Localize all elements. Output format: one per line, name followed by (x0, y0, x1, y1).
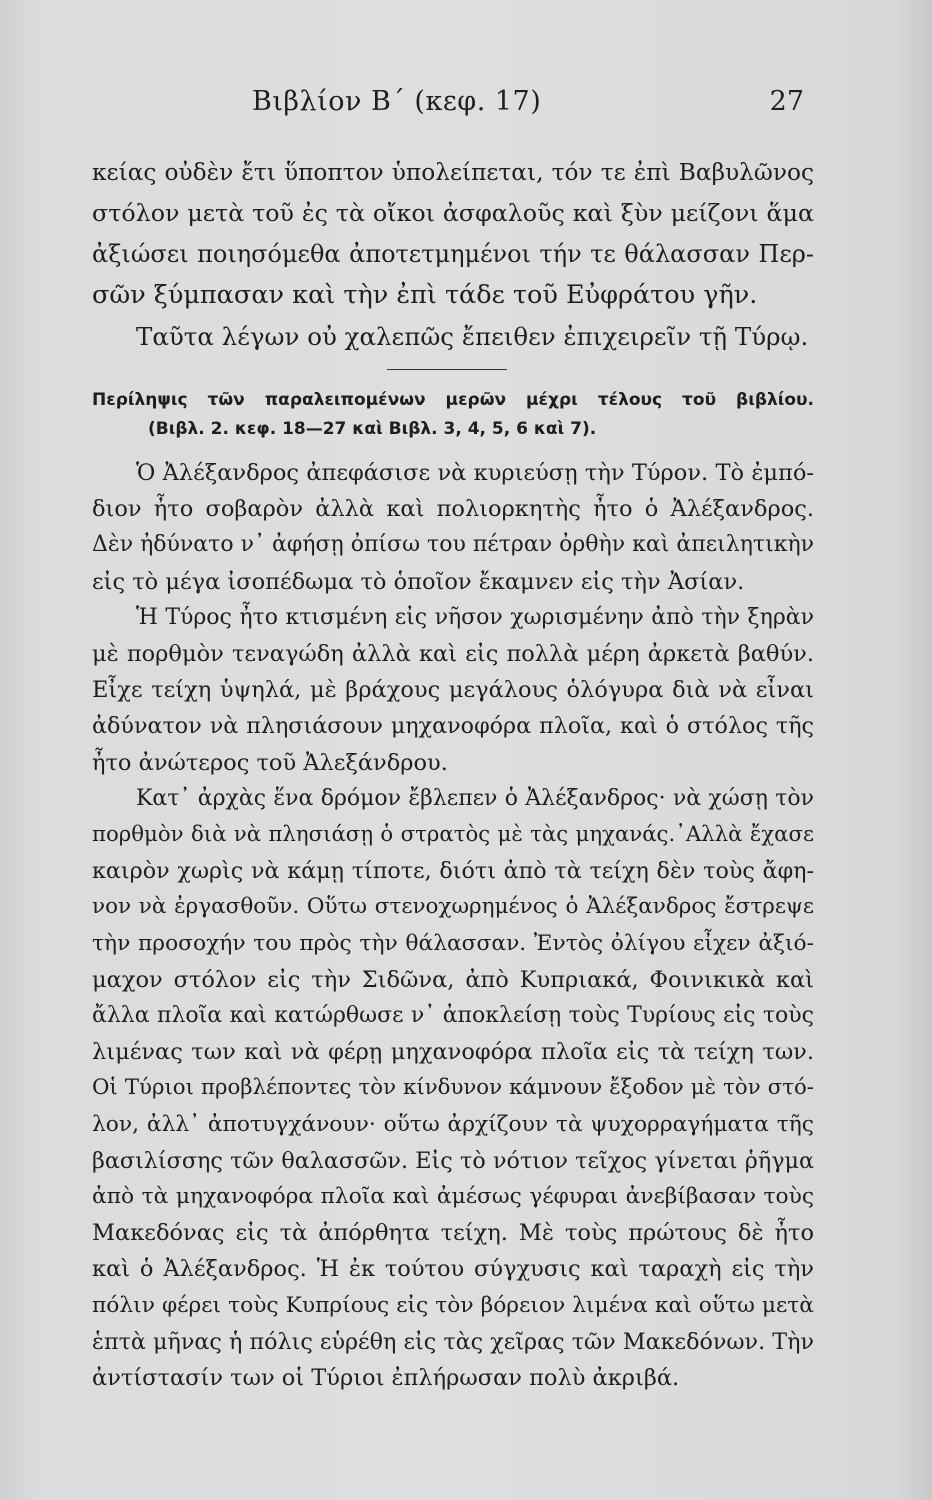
text-line: Ταῦτα λέγων οὐ χαλεπῶς ἔπειθεν ἐπιχειρεῖν τῇ Τύρῳ. (136, 322, 809, 351)
page-header (92, 86, 804, 126)
text-line: καὶ ὁ Ἀλέξανδρος. Ἡ ἐκ τούτου σύγχυσις καὶ ταραχὴ εἰς τὴν (92, 1256, 814, 1283)
text-line: μὲ πορθμὸν τεναγώδη ἀλλὰ καὶ εἰς πολλὰ μέρη ἀρκετὰ βαθύν. (92, 641, 814, 668)
text-line: τὴν προσοχήν του πρὸς τὴν θάλασσαν. Ἐντὸς ὀλίγου εἶχεν ἀξιό- (92, 930, 814, 956)
text-line: νον νὰ ἐργασθοῦν. Οὕτω στενοχωρημένος ὁ Ἀλέξανδρος ἔστρεψε (92, 894, 814, 920)
ancient-greek-passage (92, 152, 814, 357)
text-line: Δὲν ἠδύνατο ν᾽ ἀφήσῃ ὀπίσω του πέτραν ὀρθὴν καὶ ἀπειλητικὴν (92, 532, 814, 558)
text-line: ἦτο ἀνώτερος τοῦ Ἀλεξάνδρου. (92, 749, 448, 776)
text-line: ἀπὸ τὰ μηχανοφόρα πλοῖα καὶ ἀμέσως γέφυραι ἀνεβίβασαν τοὺς (92, 1184, 814, 1210)
section-divider (387, 369, 507, 370)
text-line: λιμένας των καὶ νὰ φέρῃ μηχανοφόρα πλοῖα εἰς τὰ τείχη των. (92, 1039, 814, 1066)
text-line: Ὁ Ἀλέξανδρος ἀπεφάσισε νὰ κυριεύσῃ τὴν Τύρον. Τὸ ἐμπό- (136, 460, 814, 486)
text-line: ἑπτὰ μῆνας ἡ πόλις εὑρέθη εἰς τὰς χεῖρας τῶν Μακεδόνων. Τὴν (92, 1328, 814, 1355)
text-line: ἄλλα πλοῖα καὶ κατώρθωσε ν᾽ ἀποκλείσῃ τοὺς Τυρίους εἰς τοὺς (92, 1003, 814, 1029)
text-line: ἀδύνατον νὰ πλησιάσουν μηχανοφόρα πλοῖα, καὶ ὁ στόλος τῆς (92, 713, 814, 740)
text-line: ἀντίστασίν των οἱ Τύριοι ἐπλήρωσαν πολὺ ἀκριβά. (92, 1365, 680, 1392)
summary-heading (92, 386, 814, 444)
page-number: 27 (769, 86, 804, 117)
text-line: Μακεδόνας εἰς τὰ ἀπόρθητα τείχη. Μὲ τοὺς πρώτους δὲ ἦτο (92, 1220, 814, 1247)
text-line: μαχον στόλον εἰς τὴν Σιδῶνα, ἀπὸ Κυπριακά, Φοινικικὰ καὶ (92, 966, 814, 993)
text-line: λον, ἀλλ᾽ ἀποτυγχάνουν· οὕτω ἀρχίζουν τὰ ψυχορραγήματα τῆς (92, 1111, 814, 1137)
text-line: πορθμὸν διὰ νὰ πλησιάσῃ ὁ στρατὸς μὲ τὰς μηχανάς.᾽Αλλὰ ἔχασε (92, 822, 814, 848)
text-line: σῶν ξύμπασαν καὶ τὴν ἐπὶ τάδε τοῦ Εὐφράτου γῆν. (92, 280, 758, 310)
text-line: Οἱ Τύριοι προβλέποντες τὸν κίνδυνον κάμνουν ἔξοδον μὲ τὸν στό- (92, 1075, 814, 1101)
text-line: Εἶχε τείχη ὑψηλά, μὲ βράχους μεγάλους ὁλόγυρα διὰ νὰ εἶναι (92, 677, 814, 704)
running-title: Βιβλίον Β΄ (κεφ. 17) (252, 86, 542, 117)
text-line: ἀξιώσει ποιησόμεθα ἀποτετμημένοι τήν τε θάλασσαν Περ- (92, 240, 814, 268)
text-line: Κατ᾽ ἀρχὰς ἕνα δρόμον ἔβλεπεν ὁ Ἀλέξανδρος· νὰ χώσῃ τὸν (136, 785, 814, 811)
text-line: εἰς τὸ μέγα ἰσοπέδωμα τὸ ὁποῖον ἔκαμνεν εἰς τὴν Ἀσίαν. (92, 568, 745, 595)
text-line: διον ἦτο σοβαρὸν ἀλλὰ καὶ πολιορκητὴς ἦτο ὁ Ἀλέξανδρος. (92, 496, 814, 523)
summary-title: Περίληψις τῶν παραλειπομένων μερῶν μέχρι τέλους τοῦ βιβλίου. (92, 390, 814, 410)
text-line: βασιλίσσης τῶν θαλασσῶν. Εἰς τὸ νότιον τεῖχος γίνεται ῥῆγμα (92, 1147, 814, 1174)
modern-greek-passage (92, 455, 814, 1396)
text-line: καιρὸν χωρὶς νὰ κάμῃ τίποτε, διότι ἀπὸ τὰ τείχη δὲν τοὺς ἄφη- (92, 858, 814, 885)
summary-reference: (Βιβλ. 2. κεφ. 18—27 καὶ Βιβλ. 3, 4, 5, 6 καὶ 7). (148, 419, 597, 439)
text-line: πόλιν φέρει τοὺς Κυπρίους εἰς τὸν βόρειον λιμένα καὶ οὕτω μετὰ (92, 1292, 814, 1318)
text-line: Ἡ Τύρος ἦτο κτισμένη εἰς νῆσον χωρισμένην ἀπὸ τὴν ξηρὰν (136, 604, 814, 630)
text-line: στόλον μετὰ τοῦ ἐς τὰ οἴκοι ἀσφαλοῦς καὶ ξὺν μείζονι ἅμα (92, 199, 814, 227)
text-line: κείας οὐδὲν ἔτι ὕποπτον ὑπολείπεται, τόν τε ἐπὶ Βαβυλῶνος (92, 159, 814, 186)
